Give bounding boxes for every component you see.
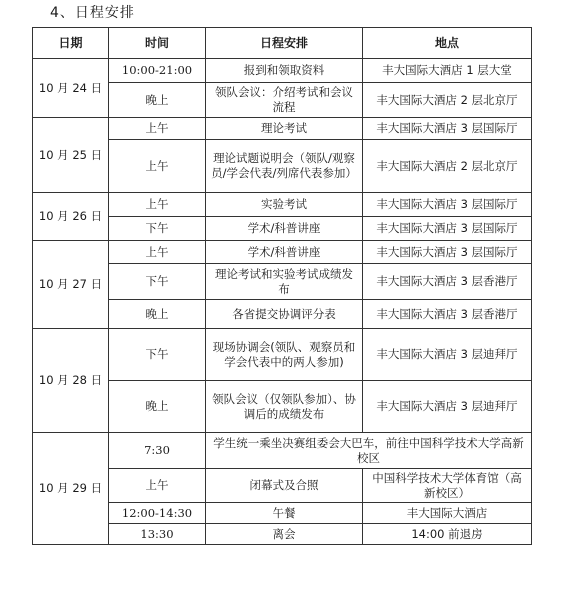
date-cell: 10 月 25 日 — [33, 118, 109, 193]
location-cell: 丰大国际大酒店 3 层国际厅 — [363, 217, 532, 241]
section-heading: 4、日程安排 — [50, 5, 135, 21]
table-row — [33, 241, 532, 264]
time-cell: 晚上 — [109, 381, 206, 433]
time-cell: 10:00-21:00 — [109, 59, 206, 83]
time-cell: 下午 — [109, 264, 206, 300]
table-row — [33, 59, 532, 83]
table-row — [33, 433, 532, 469]
location-cell: 丰大国际大酒店 3 层迪拜厅 — [363, 329, 532, 381]
time-cell: 上午 — [109, 469, 206, 503]
header-agenda: 日程安排 — [206, 28, 363, 59]
location-cell: 丰大国际大酒店 3 层国际厅 — [363, 118, 532, 140]
location-cell: 丰大国际大酒店 3 层香港厅 — [363, 300, 532, 329]
date-cell: 10 月 27 日 — [33, 241, 109, 329]
time-cell: 12:00-14:30 — [109, 503, 206, 524]
location-cell: 丰大国际大酒店 3 层国际厅 — [363, 193, 532, 217]
merged-agenda-cell: 学生统一乘坐决赛组委会大巴车，前往中国科学技术大学高新校区 — [206, 433, 532, 469]
table-row — [33, 329, 532, 381]
date-cell: 10 月 28 日 — [33, 329, 109, 433]
location-cell: 丰大国际大酒店 3 层迪拜厅 — [363, 381, 532, 433]
agenda-cell: 实验考试 — [206, 193, 363, 217]
time-cell: 7:30 — [109, 433, 206, 469]
time-cell: 上午 — [109, 241, 206, 264]
date-cell: 10 月 29 日 — [33, 433, 109, 545]
agenda-cell: 理论试题说明会（领队/观察员/学会代表/列席代表参加） — [206, 140, 363, 193]
time-cell: 晚上 — [109, 300, 206, 329]
agenda-cell: 理论考试 — [206, 118, 363, 140]
location-cell: 丰大国际大酒店 1 层大堂 — [363, 59, 532, 83]
time-cell: 上午 — [109, 140, 206, 193]
agenda-cell: 午餐 — [206, 503, 363, 524]
schedule-table — [32, 27, 532, 545]
time-cell: 晚上 — [109, 83, 206, 118]
location-cell: 丰大国际大酒店 2 层北京厅 — [363, 83, 532, 118]
date-cell: 10 月 24 日 — [33, 59, 109, 118]
time-cell: 上午 — [109, 118, 206, 140]
time-cell: 下午 — [109, 329, 206, 381]
agenda-cell: 理论考试和实验考试成绩发布 — [206, 264, 363, 300]
location-cell: 丰大国际大酒店 2 层北京厅 — [363, 140, 532, 193]
header-date: 日期 — [33, 28, 109, 59]
location-cell: 丰大国际大酒店 3 层香港厅 — [363, 264, 532, 300]
agenda-cell: 报到和领取资料 — [206, 59, 363, 83]
agenda-cell: 离会 — [206, 524, 363, 545]
agenda-cell: 领队会议：介绍考试和会议流程 — [206, 83, 363, 118]
table-header-row — [33, 28, 532, 59]
location-cell: 14:00 前退房 — [363, 524, 532, 545]
agenda-cell: 各省提交协调评分表 — [206, 300, 363, 329]
header-time: 时间 — [109, 28, 206, 59]
agenda-cell: 领队会议（仅领队参加）、协调后的成绩发布 — [206, 381, 363, 433]
table-row — [33, 193, 532, 217]
agenda-cell: 现场协调会(领队、观察员和学会代表中的两人参加) — [206, 329, 363, 381]
table-row — [33, 118, 532, 140]
agenda-cell: 闭幕式及合照 — [206, 469, 363, 503]
agenda-cell: 学术/科普讲座 — [206, 217, 363, 241]
agenda-cell: 学术/科普讲座 — [206, 241, 363, 264]
date-cell: 10 月 26 日 — [33, 193, 109, 241]
location-cell: 丰大国际大酒店 — [363, 503, 532, 524]
time-cell: 上午 — [109, 193, 206, 217]
location-cell: 丰大国际大酒店 3 层国际厅 — [363, 241, 532, 264]
time-cell: 13:30 — [109, 524, 206, 545]
header-location: 地点 — [363, 28, 532, 59]
location-cell: 中国科学技术大学体育馆（高新校区） — [363, 469, 532, 503]
time-cell: 下午 — [109, 217, 206, 241]
